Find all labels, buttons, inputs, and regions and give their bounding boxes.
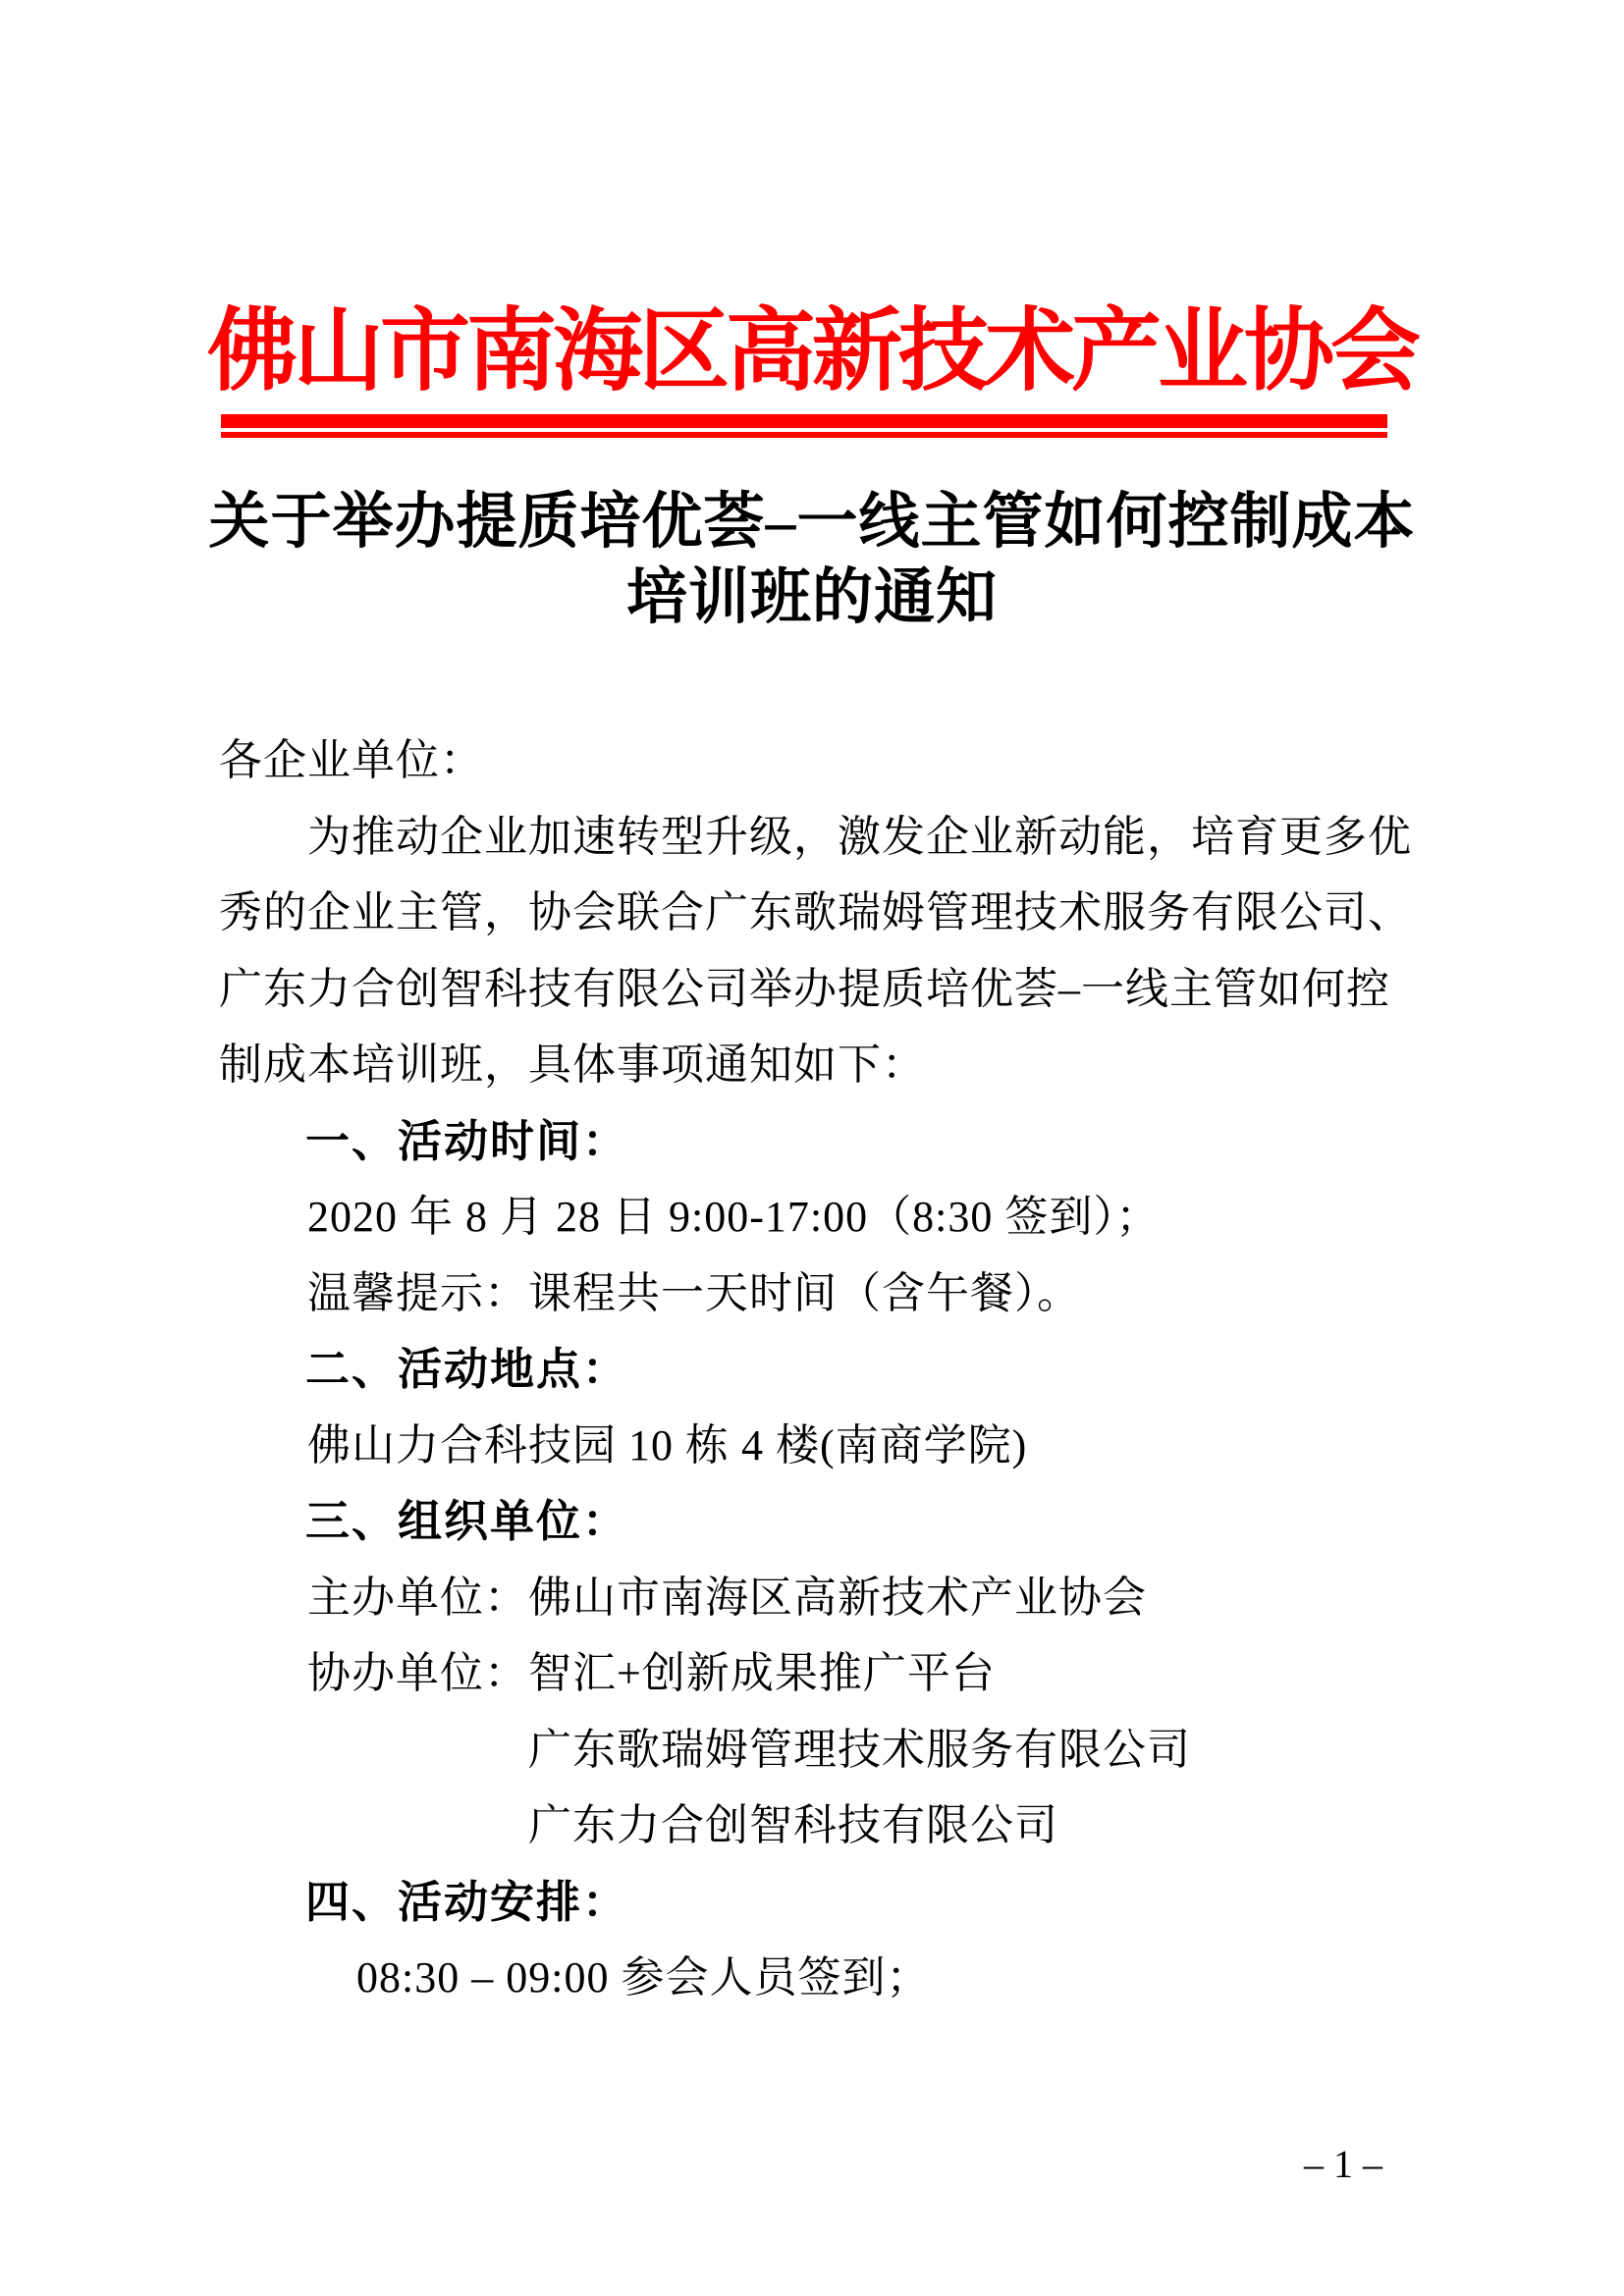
body-line: 一、活动时间： xyxy=(305,1115,629,1166)
body-line: 协办单位：智汇+创新成果推广平台 xyxy=(307,1649,996,1697)
body-line: 广东歌瑞姆管理技术服务有限公司 xyxy=(528,1725,1191,1774)
body-line: 三、组织单位： xyxy=(305,1496,629,1546)
body-line: 制成本培训班，具体事项通知如下： xyxy=(219,1041,926,1089)
body-line: 主办单位：佛山市南海区高新技术产业协会 xyxy=(307,1573,1147,1622)
masthead-double-rule xyxy=(221,414,1387,438)
body-line: 四、活动安排： xyxy=(305,1876,629,1927)
body-line: 各企业单位： xyxy=(219,736,484,784)
body-line: 佛山力合科技园 10 栋 4 楼(南商学院) xyxy=(307,1420,1028,1469)
page-number: – 1 – xyxy=(1304,2142,1382,2186)
body-line: 秀的企业主管，协会联合广东歌瑞姆管理技术服务有限公司、 xyxy=(219,888,1412,936)
body-line: 二、活动地点： xyxy=(305,1344,629,1394)
red-rule-thick xyxy=(221,414,1387,428)
body-line: 08:30 – 09:00 参会人员签到； xyxy=(356,1953,931,2002)
notice-body xyxy=(219,722,1412,2016)
body-line: 2020 年 8 月 28 日 9:00-17:00（8:30 签到）； xyxy=(307,1193,1161,1241)
body-line: 温馨提示：课程共一天时间（含午餐）。 xyxy=(307,1268,1081,1317)
document-title xyxy=(0,485,1624,636)
document-title-line1: 关于举办提质培优荟–一线主管如何控制成本 xyxy=(208,489,1416,556)
body-line: 为推动企业加速转型升级，激发企业新动能，培育更多优 xyxy=(307,812,1412,861)
association-masthead-title: 佛山市南海区高新技术产业协会 xyxy=(206,301,1417,401)
body-line: 广东力合创智科技有限公司 xyxy=(528,1801,1058,1849)
document-title-line2: 培训班的通知 xyxy=(625,564,998,631)
body-line: 广东力合创智科技有限公司举办提质培优荟–一线主管如何控 xyxy=(219,964,1390,1013)
red-rule-thin xyxy=(221,432,1387,438)
